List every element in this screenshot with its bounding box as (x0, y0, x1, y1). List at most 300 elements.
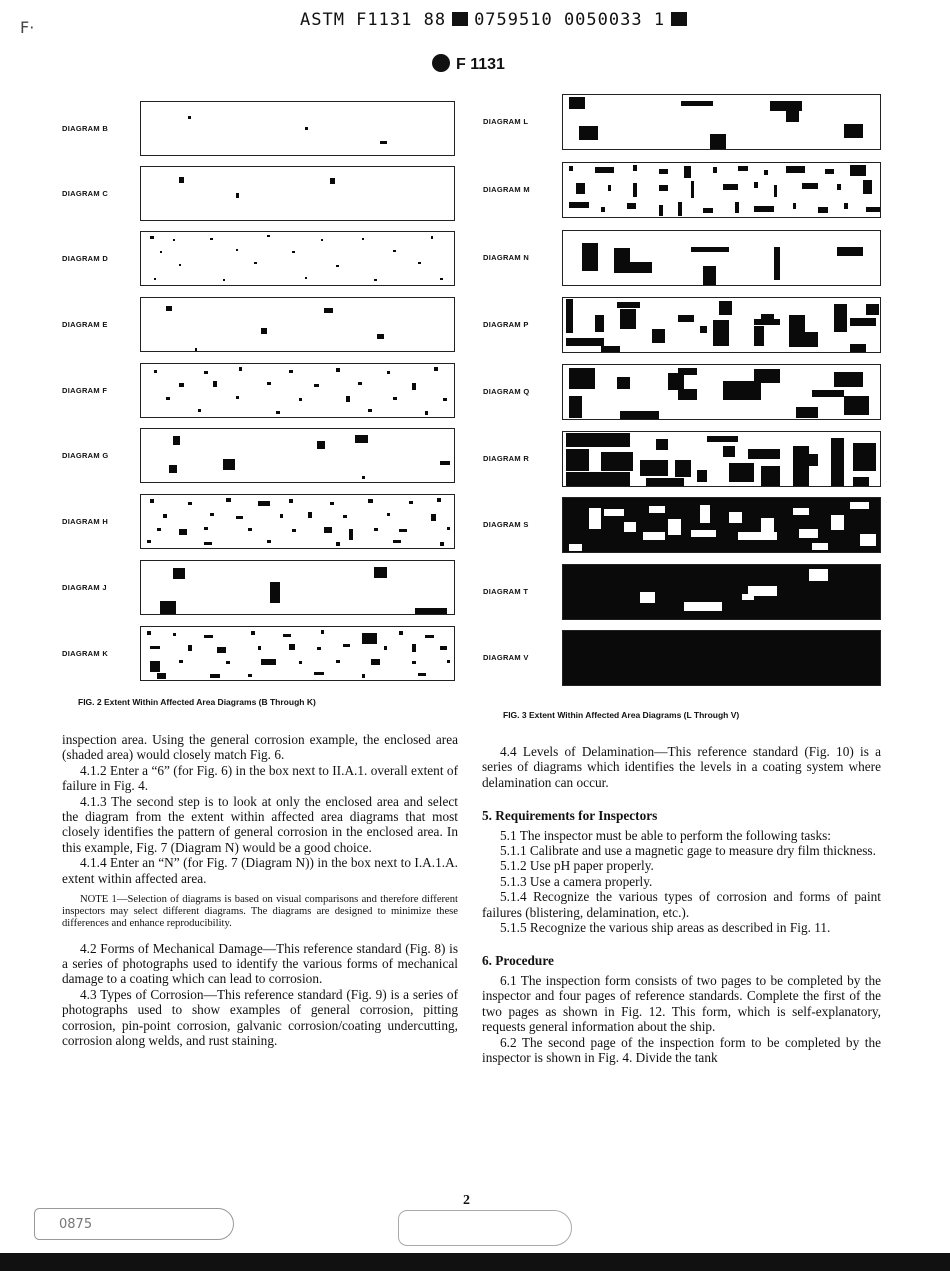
affected-area-mark (431, 514, 436, 521)
paragraph: 4.3 Types of Corrosion—This reference standard (Fig. 9) is a series of photographs used to show examples of general corrosion, pitting corrosion, pin-point corrosion, galvanic corrosion/coating undercutting, corrosion along welds, and rust staining. (62, 986, 458, 1049)
paragraph: 5.1.2 Use pH paper properly. (500, 858, 654, 874)
affected-area-mark (627, 203, 637, 209)
affected-area-mark (213, 381, 217, 388)
affected-area-mark (582, 243, 598, 271)
affected-area-mark (412, 383, 416, 390)
affected-area-mark (684, 166, 690, 177)
affected-area-mark (223, 279, 226, 281)
affected-area-mark (447, 660, 451, 663)
diagram-panel (562, 630, 881, 686)
affected-area-mark (866, 304, 879, 315)
affected-area-mark (703, 208, 713, 214)
paragraph: 4.1.3 The second step is to look at only the enclosed area and select the diagram from the extent within affected area diagrams that most closely identifies the pattern of general corrosion in the enclosed area. In this example, Fig. 7 (Diagram N) would be a good choice. (62, 793, 458, 855)
diagram-panel (562, 230, 881, 286)
affected-area-mark (617, 377, 630, 388)
affected-area-mark (831, 515, 844, 531)
diagram-label: DIAGRAM M (483, 185, 530, 194)
affected-area-mark (330, 502, 334, 505)
diagram-panel (140, 560, 455, 615)
affected-area-mark (387, 513, 391, 516)
paragraph: 4.1.2 Enter a “6” (for Fig. 6) in the box next to II.A.1. overall extent of failure in Fig. 4. (62, 762, 458, 794)
affected-area-mark (440, 542, 444, 545)
affected-area-mark (652, 329, 665, 343)
scan-stamp-outline (398, 1210, 572, 1246)
paragraph: 4.1.4 Enter an “N” (for Fig. 7 (Diagram N)) in the box next to I.A.1.A. extent within affected area. (62, 855, 458, 886)
affected-area-mark (157, 528, 161, 531)
diagram-panel (140, 363, 455, 418)
affected-area-mark (844, 396, 870, 416)
diagram-label: DIAGRAM R (483, 454, 530, 463)
affected-area-mark (173, 239, 176, 241)
affected-area-mark (601, 207, 605, 213)
affected-area-mark (343, 515, 348, 518)
affected-area-mark (368, 409, 372, 412)
affected-area-mark (447, 527, 451, 530)
astm-header-code (300, 10, 693, 30)
affected-area-mark (150, 661, 159, 672)
affected-area-mark (866, 207, 881, 213)
affected-area-mark (678, 202, 682, 216)
affected-area-mark (805, 454, 818, 465)
affected-area-mark (860, 534, 876, 545)
scan-corner-mark: F· (20, 18, 35, 37)
affected-area-mark (362, 476, 365, 479)
affected-area-mark (576, 183, 586, 194)
affected-area-mark (314, 672, 323, 675)
affected-area-mark (569, 97, 585, 109)
affected-area-mark (179, 264, 182, 266)
affected-area-mark (844, 203, 848, 209)
affected-area-mark (834, 304, 847, 332)
affected-area-mark (204, 542, 212, 545)
affected-area-mark (569, 368, 595, 389)
affected-area-mark (837, 247, 863, 257)
affected-area-mark (659, 205, 663, 216)
affected-area-mark (346, 396, 351, 403)
affected-area-mark (324, 527, 332, 534)
diagram-label: DIAGRAM H (62, 516, 109, 526)
affected-area-mark (802, 183, 818, 189)
affected-area-mark (831, 438, 844, 487)
affected-area-mark (566, 338, 604, 346)
affected-area-mark (853, 477, 869, 487)
affected-area-mark (299, 398, 303, 401)
affected-area-mark (818, 207, 828, 214)
affected-area-mark (226, 498, 231, 501)
affected-area-mark (399, 631, 403, 634)
diagram-panel (140, 166, 455, 221)
affected-area-mark (239, 367, 243, 370)
affected-area-mark (336, 265, 339, 267)
affected-area-mark (863, 180, 873, 194)
affected-area-mark (643, 532, 665, 540)
affected-area-mark (703, 266, 716, 286)
diagram-label: DIAGRAM G (62, 450, 109, 460)
affected-area-mark (173, 568, 186, 579)
affected-area-mark (368, 499, 373, 502)
diagram-label: DIAGRAM P (483, 320, 529, 329)
astm-logo-icon (432, 54, 450, 72)
affected-area-mark (707, 436, 739, 442)
affected-area-mark (799, 529, 818, 538)
astm-logo (432, 54, 505, 74)
affected-area-mark (589, 508, 602, 529)
affected-area-mark (336, 660, 340, 663)
affected-area-mark (292, 529, 296, 532)
affected-area-mark (764, 170, 768, 176)
affected-area-mark (343, 644, 351, 647)
affected-area-mark (324, 308, 333, 313)
affected-area-mark (349, 529, 353, 540)
affected-area-mark (640, 460, 669, 476)
affected-area-mark (336, 368, 340, 371)
affected-area-mark (633, 183, 637, 197)
affected-area-mark (163, 514, 167, 517)
affected-area-mark (738, 166, 748, 172)
paragraph: 6.1 The inspection form consists of two pages to be completed by the inspector and four pages of reference standards. Complete the first of the two pages as shown in Fig. 12. This form, which is self-explanatory, requests general information about the ship. (482, 972, 881, 1035)
affected-area-mark (700, 326, 706, 333)
affected-area-mark (179, 177, 184, 183)
affected-area-mark (853, 443, 875, 471)
diagram-panel (140, 297, 455, 352)
affected-area-mark (305, 277, 308, 279)
affected-area-mark (786, 111, 799, 122)
affected-area-mark (173, 436, 181, 445)
affected-area-mark (321, 239, 324, 241)
figure-2-caption: FIG. 2 Extent Within Affected Area Diagrams (B Through K) (78, 697, 316, 707)
affected-area-mark (425, 411, 429, 414)
affected-area-mark (258, 501, 271, 507)
affected-area-mark (198, 409, 202, 412)
affected-area-mark (204, 527, 208, 530)
affected-area-mark (805, 332, 818, 348)
paragraph: 5.1.5 Recognize the various ship areas as described in Fig. 11. (500, 920, 831, 936)
affected-area-mark (834, 372, 863, 388)
affected-area-mark (569, 544, 582, 551)
affected-area-mark (440, 461, 449, 465)
paragraph: 5.1.4 Recognize the various types of corrosion and forms of paint failures (blistering, delamination, etc.). (482, 889, 881, 920)
affected-area-mark (270, 582, 279, 603)
affected-area-mark (289, 499, 293, 502)
affected-area-mark (793, 508, 809, 515)
diagram-label: DIAGRAM B (62, 123, 109, 133)
diagram-panel (140, 626, 455, 681)
affected-area-mark (371, 659, 380, 666)
affected-area-mark (700, 505, 710, 523)
affected-area-mark (308, 512, 312, 519)
affected-area-mark (283, 634, 291, 637)
affected-area-mark (380, 141, 386, 144)
affected-area-mark (154, 370, 158, 373)
affected-area-mark (678, 368, 697, 375)
affected-area-mark (415, 608, 447, 615)
paragraph: inspection area. Using the general corrosion example, the enclosed area (shaded area) would closely match Fig. 6. (62, 732, 458, 763)
affected-area-mark (150, 236, 153, 239)
affected-area-mark (314, 384, 319, 387)
diagram-label: DIAGRAM T (483, 587, 529, 596)
affected-area-mark (292, 251, 295, 253)
affected-area-mark (412, 644, 416, 653)
diagram-panel (562, 94, 881, 150)
affected-area-mark (160, 251, 163, 253)
designation: F 1131 (456, 56, 505, 73)
affected-area-mark (659, 169, 669, 175)
affected-area-mark (566, 299, 572, 333)
affected-area-mark (166, 397, 170, 400)
affected-area-mark (147, 540, 151, 543)
affected-area-mark (195, 348, 197, 353)
affected-area-mark (633, 165, 637, 171)
affected-area-mark (330, 178, 335, 184)
affected-area-mark (850, 502, 869, 509)
affected-area-mark (761, 466, 780, 487)
affected-area-mark (595, 315, 605, 332)
affected-area-mark (850, 165, 866, 176)
affected-area-mark (579, 126, 598, 140)
affected-area-mark (267, 235, 270, 237)
affected-area-mark (713, 167, 717, 173)
affected-area-mark (154, 278, 157, 280)
affected-area-mark (226, 661, 230, 664)
affected-area-mark (640, 592, 656, 603)
affected-area-mark (844, 124, 863, 138)
affected-area-mark (412, 661, 416, 664)
affected-area-mark (358, 382, 362, 385)
figure-3-caption: FIG. 3 Extent Within Affected Area Diagrams (L Through V) (503, 710, 740, 720)
affected-area-mark (179, 660, 183, 663)
affected-area-mark (399, 529, 407, 532)
affected-area-mark (418, 673, 426, 676)
affected-area-mark (675, 460, 691, 477)
scan-bottom-bar (0, 1253, 950, 1271)
affected-area-mark (569, 166, 573, 172)
diagram-panel (140, 231, 455, 286)
affected-area-mark (656, 439, 669, 450)
affected-area-mark (735, 202, 739, 213)
affected-area-mark (362, 633, 378, 644)
affected-area-mark (697, 470, 707, 482)
affected-area-mark (754, 182, 758, 188)
affected-area-mark (276, 411, 280, 414)
affected-area-mark (188, 116, 191, 119)
affected-area-mark (434, 367, 438, 370)
paragraph: 4.2 Forms of Mechanical Damage—This reference standard (Fig. 8) is a series of photographs used to identify the various forms of mechanical damage to a coating which can lead to corrosion. (62, 940, 458, 987)
affected-area-mark (393, 397, 397, 400)
affected-area-mark (261, 659, 277, 666)
affected-area-mark (649, 506, 665, 513)
affected-area-mark (204, 371, 208, 374)
diagram-panel (562, 564, 881, 620)
affected-area-mark (691, 181, 695, 198)
affected-area-mark (204, 635, 213, 638)
header-block-mark (671, 12, 687, 26)
affected-area-mark (299, 661, 303, 664)
affected-area-mark (608, 185, 612, 191)
affected-area-mark (601, 452, 633, 472)
affected-area-mark (236, 249, 239, 251)
diagram-label: DIAGRAM E (62, 319, 108, 329)
affected-area-mark (317, 441, 325, 449)
affected-area-mark (261, 328, 267, 334)
affected-area-mark (355, 435, 368, 443)
affected-area-mark (210, 674, 219, 677)
diagram-panel (562, 162, 881, 218)
affected-area-mark (150, 646, 159, 649)
affected-area-mark (362, 674, 366, 677)
paragraph: 5.1.1 Calibrate and use a magnetic gage to measure dry film thickness. (500, 843, 876, 859)
affected-area-mark (280, 514, 284, 517)
diagram-label: DIAGRAM D (62, 253, 109, 263)
diagram-label: DIAGRAM F (62, 385, 108, 395)
affected-area-mark (217, 647, 226, 654)
affected-area-mark (748, 449, 780, 459)
affected-area-mark (258, 646, 262, 649)
affected-area-mark (825, 169, 835, 175)
affected-area-mark (267, 540, 271, 543)
affected-area-mark (566, 449, 588, 471)
affected-area-mark (793, 446, 809, 487)
affected-area-mark (236, 516, 244, 519)
section-heading: 5. Requirements for Inspectors (482, 808, 658, 824)
affected-area-mark (248, 674, 252, 677)
affected-area-mark (742, 594, 755, 600)
affected-area-mark (646, 478, 684, 487)
affected-area-mark (786, 166, 805, 173)
affected-area-mark (384, 646, 388, 649)
affected-area-mark (254, 262, 257, 264)
affected-area-mark (236, 193, 239, 198)
diagram-label: DIAGRAM K (62, 648, 109, 658)
affected-area-mark (289, 370, 293, 373)
affected-area-mark (179, 383, 184, 386)
section-heading: 6. Procedure (482, 953, 554, 969)
affected-area-mark (321, 630, 325, 633)
affected-area-mark (812, 543, 828, 550)
affected-area-mark (812, 390, 844, 397)
affected-area-mark (595, 167, 614, 173)
diagram-panel (562, 364, 881, 420)
affected-area-mark (166, 306, 172, 311)
affected-area-mark (248, 528, 252, 531)
affected-area-mark (620, 309, 636, 329)
affected-area-mark (169, 465, 177, 473)
diagram-label: DIAGRAM Q (483, 387, 530, 396)
diagram-label: DIAGRAM N (483, 253, 530, 262)
affected-area-mark (774, 185, 778, 196)
paragraph: 5.1 The inspector must be able to perform the following tasks: (500, 827, 832, 843)
affected-area-mark (393, 250, 396, 252)
affected-area-mark (754, 206, 773, 213)
affected-area-mark (418, 262, 421, 264)
right-text-column (482, 744, 881, 1065)
affected-area-mark (569, 202, 588, 208)
affected-area-mark (443, 398, 447, 401)
affected-area-mark (710, 134, 726, 150)
affected-area-mark (150, 499, 154, 502)
page-number: 2 (463, 1193, 470, 1208)
affected-area-mark (691, 247, 729, 253)
affected-area-mark (437, 498, 441, 501)
affected-area-mark (336, 542, 340, 545)
affected-area-mark (431, 236, 434, 238)
affected-area-mark (837, 184, 841, 190)
affected-area-mark (362, 238, 365, 240)
affected-area-mark (754, 326, 764, 346)
affected-area-mark (713, 320, 729, 345)
diagram-label: DIAGRAM C (62, 188, 109, 198)
affected-area-mark (774, 247, 780, 281)
affected-area-mark (566, 433, 630, 447)
affected-area-mark (223, 459, 236, 470)
affected-area-mark (678, 389, 697, 400)
diagram-label: DIAGRAM L (483, 117, 529, 126)
affected-area-mark (440, 646, 446, 649)
affected-area-mark (738, 532, 776, 540)
affected-area-mark (147, 631, 151, 634)
diagram-panel (562, 297, 881, 353)
affected-area-mark (754, 369, 780, 383)
affected-area-mark (761, 518, 774, 532)
affected-area-mark (236, 396, 240, 399)
affected-area-mark (620, 411, 658, 420)
affected-area-mark (409, 501, 413, 504)
affected-area-mark (723, 446, 736, 457)
left-text-column (62, 732, 458, 1049)
diagram-label: DIAGRAM V (483, 653, 529, 662)
affected-area-mark (317, 647, 321, 650)
affected-area-mark (678, 315, 694, 322)
handwritten-stamp: 0875 (34, 1208, 234, 1240)
affected-area-mark (684, 602, 722, 611)
affected-area-mark (179, 529, 187, 535)
affected-area-mark (210, 238, 213, 240)
affected-area-mark (387, 371, 391, 374)
header-code-right: 0759510 0050033 1 (474, 10, 666, 30)
affected-area-mark (160, 601, 176, 615)
header-code-left: ASTM F1131 88 (300, 10, 447, 30)
affected-area-mark (188, 645, 192, 652)
note-1: NOTE 1—Selection of diagrams is based on visual comparisons and therefore different inspectors may select different diagrams. The diagrams are designed to minimize these differences and enhance reproducibility. (62, 894, 458, 930)
affected-area-mark (723, 381, 761, 401)
diagram-panel (562, 431, 881, 487)
affected-area-mark (668, 519, 681, 535)
affected-area-mark (809, 569, 828, 580)
affected-area-mark (604, 509, 623, 516)
affected-area-mark (617, 302, 639, 308)
affected-area-mark (425, 635, 434, 638)
affected-area-mark (850, 344, 866, 353)
paragraph: 6.2 The second page of the inspection form to be completed by the inspector is shown in Fig. 4. Divide the tank (482, 1034, 881, 1065)
paragraph: 5.1.3 Use a camera properly. (500, 873, 653, 889)
affected-area-mark (173, 633, 177, 636)
affected-area-mark (761, 314, 774, 322)
affected-area-mark (188, 502, 192, 505)
diagram-panel (140, 101, 455, 156)
affected-area-mark (440, 278, 443, 280)
affected-area-mark (267, 382, 271, 385)
affected-area-mark (601, 346, 620, 353)
affected-area-mark (251, 631, 255, 634)
affected-area-mark (796, 407, 818, 418)
affected-area-mark (374, 567, 387, 578)
header-block-mark (452, 12, 468, 26)
affected-area-mark (393, 540, 401, 543)
affected-area-mark (614, 262, 652, 273)
affected-area-mark (569, 396, 582, 418)
affected-area-mark (566, 472, 630, 487)
diagram-panel (562, 497, 881, 553)
affected-area-mark (729, 512, 742, 523)
